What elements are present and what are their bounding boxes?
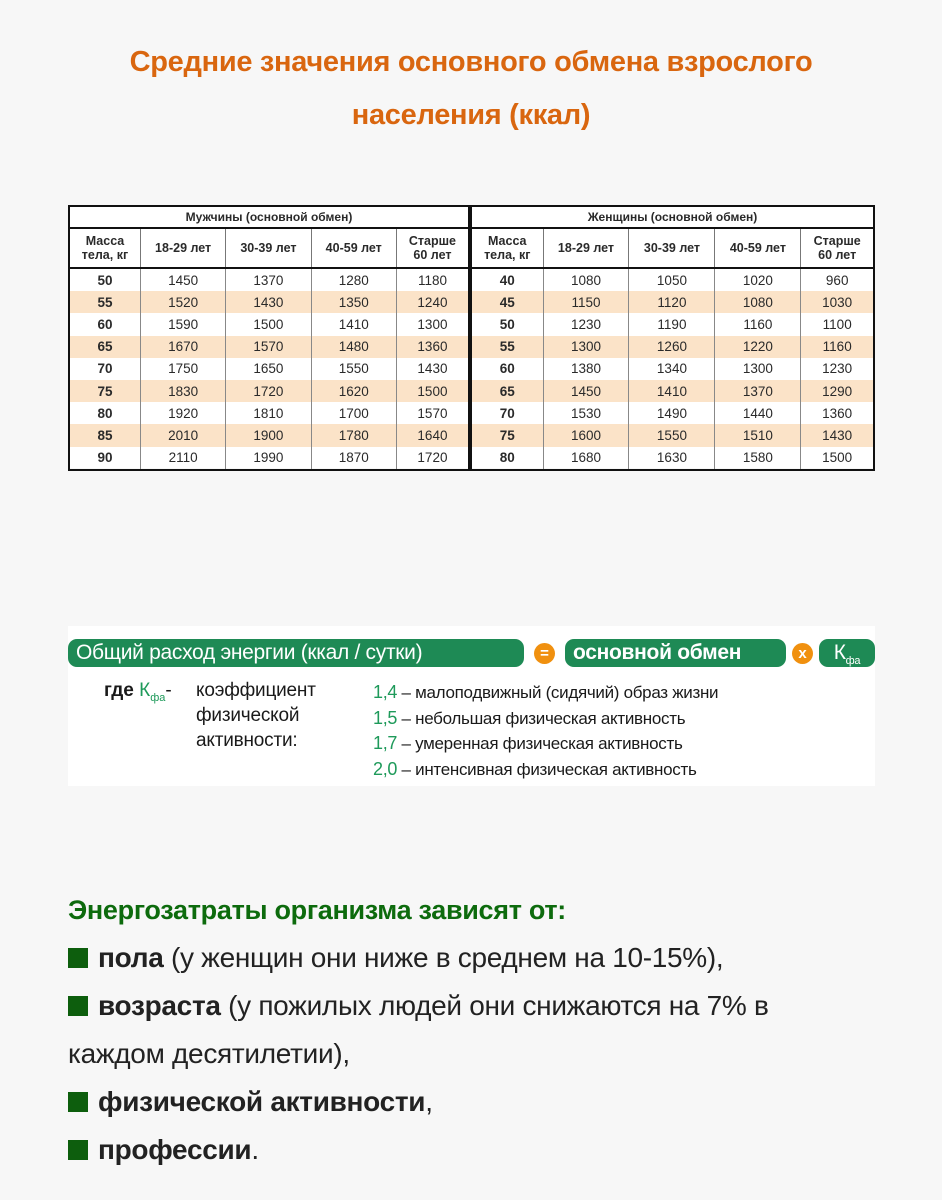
basal-metabolism-pill: основной обмен xyxy=(565,639,786,667)
kcal-cell: 1500 xyxy=(226,313,311,335)
kcal-cell: 1900 xyxy=(226,424,311,446)
kcal-cell: 1230 xyxy=(543,313,629,335)
kcal-cell: 1440 xyxy=(715,402,801,424)
kcal-cell: 1410 xyxy=(311,313,396,335)
kcal-cell: 2110 xyxy=(140,447,225,470)
women-group-header: Женщины (основной обмен) xyxy=(471,206,874,228)
kcal-cell: 1230 xyxy=(801,358,874,380)
kcal-cell: 1530 xyxy=(543,402,629,424)
table-row xyxy=(69,402,469,424)
square-bullet-icon xyxy=(68,948,88,968)
women-col-mass: Масса тела, кг xyxy=(471,228,543,268)
kcal-cell: 1050 xyxy=(629,268,715,291)
table-row xyxy=(69,313,469,335)
kcal-cell: 1870 xyxy=(311,447,396,470)
table-row xyxy=(69,358,469,380)
table-row xyxy=(471,313,874,335)
men-group-header: Мужчины (основной обмен) xyxy=(69,206,469,228)
kcal-cell: 1680 xyxy=(543,447,629,470)
title-line-1: Средние значения основного обмена взрослого xyxy=(129,46,813,78)
mass-cell: 65 xyxy=(69,336,140,358)
mass-cell: 70 xyxy=(69,358,140,380)
kcal-cell: 1550 xyxy=(311,358,396,380)
kcal-cell: 1630 xyxy=(629,447,715,470)
kcal-cell: 1300 xyxy=(396,313,469,335)
mass-cell: 90 xyxy=(69,447,140,470)
men-table xyxy=(68,205,470,471)
kcal-cell: 1350 xyxy=(311,291,396,313)
kcal-cell: 1220 xyxy=(715,336,801,358)
mass-cell: 60 xyxy=(471,358,543,380)
total-energy-pill: Общий расход энергии (ккал / сутки) xyxy=(68,639,524,667)
coefficient-label: коэффициент физической активности: xyxy=(196,680,316,751)
kcal-cell: 1600 xyxy=(543,424,629,446)
women-col-30-39: 30-39 лет xyxy=(629,228,715,268)
kcal-cell: 1570 xyxy=(226,336,311,358)
kcal-cell: 1620 xyxy=(311,380,396,402)
kcal-cell: 1590 xyxy=(140,313,225,335)
kcal-cell: 1430 xyxy=(226,291,311,313)
men-col-18-29: 18-29 лет xyxy=(140,228,225,268)
kcal-cell: 1370 xyxy=(226,268,311,291)
kcal-cell: 1360 xyxy=(801,402,874,424)
kcal-cell: 1190 xyxy=(629,313,715,335)
mass-cell: 50 xyxy=(471,313,543,335)
kcal-cell: 1700 xyxy=(311,402,396,424)
kcal-cell: 1290 xyxy=(801,380,874,402)
mass-cell: 45 xyxy=(471,291,543,313)
title-line-2: населения (ккал) xyxy=(351,99,591,131)
coef-item: 1,4 – малоподвижный (сидячий) образ жизни xyxy=(373,682,719,702)
kcal-cell: 1380 xyxy=(543,358,629,380)
table-row xyxy=(69,380,469,402)
kcal-cell: 1100 xyxy=(801,313,874,335)
mass-cell: 55 xyxy=(471,336,543,358)
kcal-cell: 1580 xyxy=(715,447,801,470)
kcal-cell: 1180 xyxy=(396,268,469,291)
kcal-cell: 1340 xyxy=(629,358,715,380)
square-bullet-icon xyxy=(68,996,88,1016)
mass-cell: 50 xyxy=(69,268,140,291)
women-table xyxy=(470,205,875,471)
kcal-cell: 1720 xyxy=(226,380,311,402)
table-row xyxy=(471,402,874,424)
equals-icon: = xyxy=(534,643,555,664)
kcal-cell: 1720 xyxy=(396,447,469,470)
mass-cell: 75 xyxy=(69,380,140,402)
mass-cell: 55 xyxy=(69,291,140,313)
energy-formula xyxy=(68,626,875,786)
k-coefficient-pill: $К_{фа}$ xyxy=(819,639,875,667)
coef-item: 1,5 – небольшая физическая активность xyxy=(373,707,686,728)
kcal-cell: 1640 xyxy=(396,424,469,446)
mass-cell: 60 xyxy=(69,313,140,335)
kcal-cell: 1300 xyxy=(543,336,629,358)
women-col-18-29: 18-29 лет xyxy=(543,228,629,268)
kcal-cell: 1810 xyxy=(226,402,311,424)
kcal-cell: 1780 xyxy=(311,424,396,446)
kcal-cell: 1500 xyxy=(801,447,874,470)
table-row xyxy=(471,380,874,402)
dependency-item: пола (у женщин они ниже в среднем на 10-15%), xyxy=(68,934,868,982)
kcal-cell: 1120 xyxy=(629,291,715,313)
kcal-cell: 1480 xyxy=(311,336,396,358)
mass-cell: 65 xyxy=(471,380,543,402)
kcal-cell: 1160 xyxy=(801,336,874,358)
kcal-cell: 1490 xyxy=(629,402,715,424)
kcal-cell: 1990 xyxy=(226,447,311,470)
kcal-cell: 1920 xyxy=(140,402,225,424)
mass-cell: 70 xyxy=(471,402,543,424)
kcal-cell: 1750 xyxy=(140,358,225,380)
mass-cell: 85 xyxy=(69,424,140,446)
kcal-cell: 1550 xyxy=(629,424,715,446)
kcal-cell: 1080 xyxy=(543,268,629,291)
men-col-60plus: Старше 60 лет xyxy=(396,228,469,268)
kcal-cell: 2010 xyxy=(140,424,225,446)
table-row xyxy=(471,424,874,446)
table-row xyxy=(69,424,469,446)
mass-cell: 75 xyxy=(471,424,543,446)
kcal-cell: 1150 xyxy=(543,291,629,313)
coefficient-list xyxy=(373,680,718,782)
women-col-40-59: 40-59 лет xyxy=(715,228,801,268)
kcal-cell: 1360 xyxy=(396,336,469,358)
kcal-cell: 1430 xyxy=(396,358,469,380)
dependencies-heading: Энергозатраты организма зависят от: xyxy=(68,895,566,925)
men-col-mass: Масса тела, кг xyxy=(69,228,140,268)
kcal-cell: 1430 xyxy=(801,424,874,446)
kcal-cell: 1830 xyxy=(140,380,225,402)
table-row xyxy=(69,447,469,470)
men-col-40-59: 40-59 лет xyxy=(311,228,396,268)
kcal-cell: 1020 xyxy=(715,268,801,291)
dependency-item: возраста (у пожилых людей они снижаются на 7% в каждом десятилетии), xyxy=(68,990,769,1069)
dependency-item: профессии. xyxy=(68,1126,868,1174)
page-title xyxy=(0,36,942,142)
kcal-cell: 1260 xyxy=(629,336,715,358)
kcal-cell: 1650 xyxy=(226,358,311,380)
kcal-cell: 1410 xyxy=(629,380,715,402)
table-row xyxy=(471,291,874,313)
men-col-30-39: 30-39 лет xyxy=(226,228,311,268)
multiply-icon: x xyxy=(792,643,813,664)
mass-cell: 40 xyxy=(471,268,543,291)
women-col-60plus: Старше 60 лет xyxy=(801,228,874,268)
square-bullet-icon xyxy=(68,1092,88,1112)
kcal-cell: 1160 xyxy=(715,313,801,335)
kcal-cell: 1300 xyxy=(715,358,801,380)
kcal-cell: 1450 xyxy=(140,268,225,291)
table-row xyxy=(69,291,469,313)
table-row xyxy=(471,336,874,358)
coef-item: 2,0 – интенсивная физическая активность xyxy=(373,758,697,779)
kcal-cell: 960 xyxy=(801,268,874,291)
coef-item: 1,7 – умеренная физическая активность xyxy=(373,733,683,753)
kcal-cell: 1520 xyxy=(140,291,225,313)
table-row xyxy=(471,447,874,470)
kcal-cell: 1500 xyxy=(396,380,469,402)
table-row xyxy=(471,358,874,380)
kcal-cell: 1670 xyxy=(140,336,225,358)
mass-cell: 80 xyxy=(471,447,543,470)
kcal-cell: 1240 xyxy=(396,291,469,313)
dependency-item: физической активности, xyxy=(68,1078,868,1126)
kcal-cell: 1370 xyxy=(715,380,801,402)
kcal-cell: 1030 xyxy=(801,291,874,313)
table-row xyxy=(69,268,469,291)
where-label: где $К_{фа}-$ xyxy=(104,680,172,704)
kcal-cell: 1570 xyxy=(396,402,469,424)
kcal-cell: 1450 xyxy=(543,380,629,402)
square-bullet-icon xyxy=(68,1140,88,1160)
bmr-table xyxy=(68,205,875,468)
mass-cell: 80 xyxy=(69,402,140,424)
table-row xyxy=(471,268,874,291)
kcal-cell: 1510 xyxy=(715,424,801,446)
kcal-cell: 1280 xyxy=(311,268,396,291)
energy-dependencies xyxy=(68,886,868,1174)
kcal-cell: 1080 xyxy=(715,291,801,313)
table-row xyxy=(69,336,469,358)
